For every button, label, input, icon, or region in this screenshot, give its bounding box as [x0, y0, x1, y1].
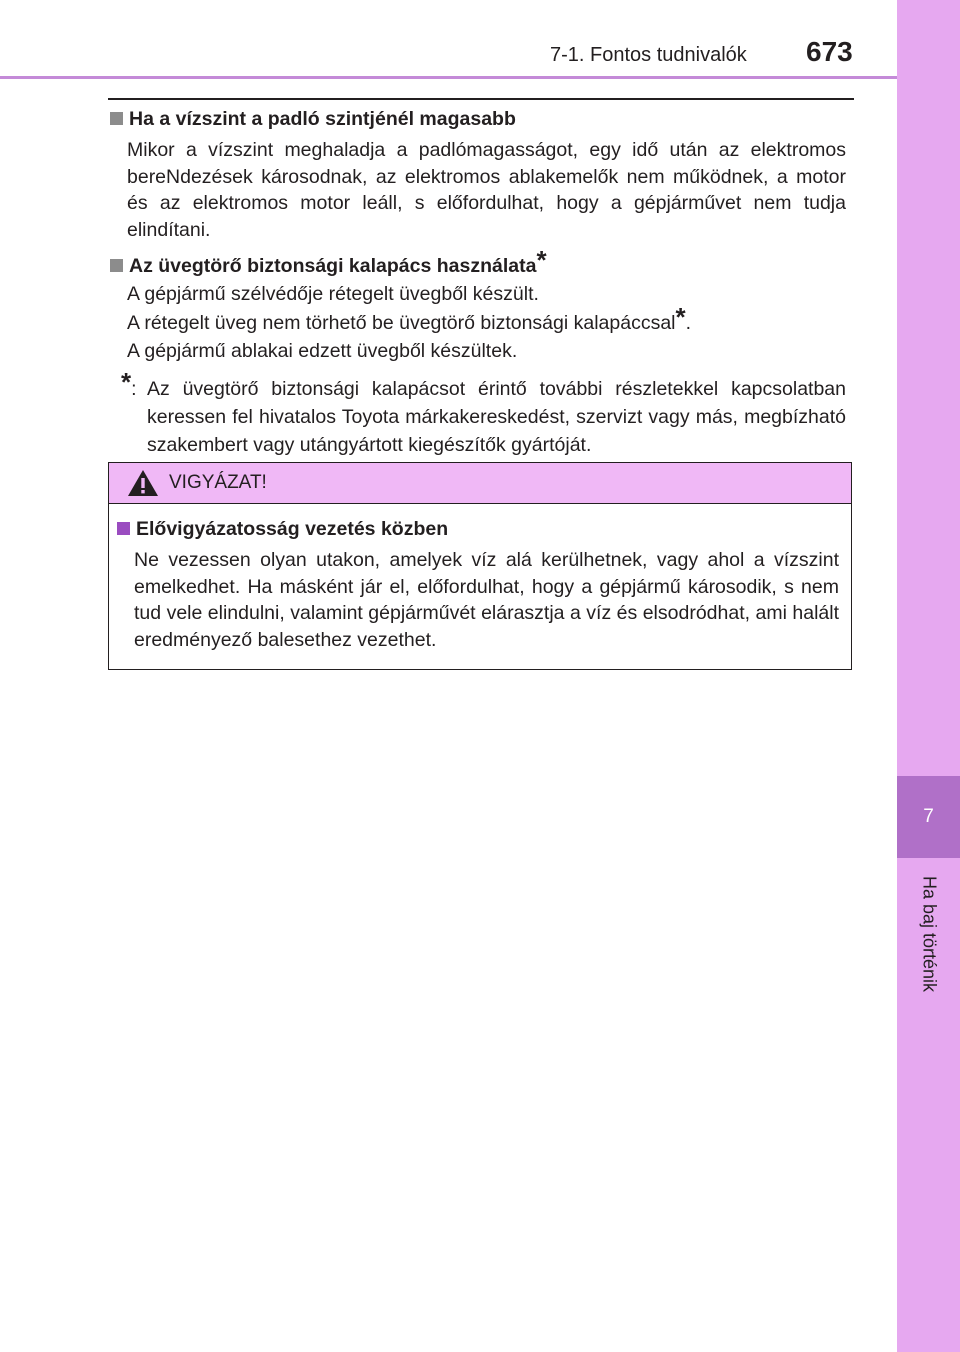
caution-title: VIGYÁZAT! [169, 472, 267, 493]
side-tab-strip [897, 0, 960, 1352]
square-bullet-icon [117, 522, 130, 535]
caution-body [109, 504, 851, 653]
footnote-mark: *: [121, 366, 137, 400]
asterisk-mark: * [675, 301, 686, 332]
asterisk-mark: * [536, 245, 547, 275]
section-paragraph: Mikor a vízszint meghaladja a padlómagasságot, egy idő után az elektromos bereNdezések károsodnak, az elektromos ablakemelők nem működnek, a motor és az elektromos motor leáll, s előfordulhat, hogy a gépjárművet nem tudja elindítani. [127, 139, 846, 241]
caution-paragraph: Ne vezessen olyan utakon, amelyek víz alá kerülhetnek, vagy ahol a vízszint emelkedhet. Ha másként jár el, előfordulhat, hogy a gépjármű károsodik, s nem tud vele elindulni, valamint gépjárművét elárasztja a víz és elsodródhat, ami halált eredményező balesethez vezethet. [134, 549, 839, 651]
section-heading [108, 245, 846, 279]
caution-header [109, 463, 851, 504]
caution-heading-text: Elővigyázatosság vezetés közben [136, 518, 449, 540]
header-section-title: 7-1. Fontos tudnivalók [550, 44, 747, 66]
content-top-rule [108, 98, 854, 100]
caution-heading [115, 516, 839, 542]
chapter-number: 7 [923, 806, 934, 827]
section-heading-text: Az üvegtörő biztonsági kalapács használata* [129, 245, 547, 277]
section-heading-text: Ha a vízszint a padló szintjénél magasabb [129, 108, 516, 130]
section-heading [108, 106, 846, 132]
footnote-text: Az üvegtörő biztonsági kalapácsot érintő további részletekkel kapcsolatban keressen fel hivatalos Toyota márkakereskedést, szervizt vagy más, megbízható szakembert vagy utángyártott kiegészítők gyártóját. [147, 377, 846, 456]
section-line: A gépjármű szélvédője rétegelt üvegből készült. [127, 283, 539, 305]
footnote [121, 366, 846, 459]
section-line: A gépjármű ablakai edzett üvegből készültek. [127, 340, 518, 362]
main-content [108, 106, 846, 459]
chapter-title[interactable]: Ha baj történik [919, 875, 940, 993]
caution-box [108, 462, 852, 670]
section-line: A rétegelt üveg nem törhető be üvegtörő biztonsági kalapáccsal*. [127, 301, 692, 334]
square-bullet-icon [110, 259, 123, 272]
warning-triangle-icon [127, 469, 159, 497]
square-bullet-icon [110, 112, 123, 125]
header-rule [0, 76, 897, 79]
side-chapter-box[interactable] [897, 776, 960, 858]
page-number: 673 [806, 36, 853, 67]
